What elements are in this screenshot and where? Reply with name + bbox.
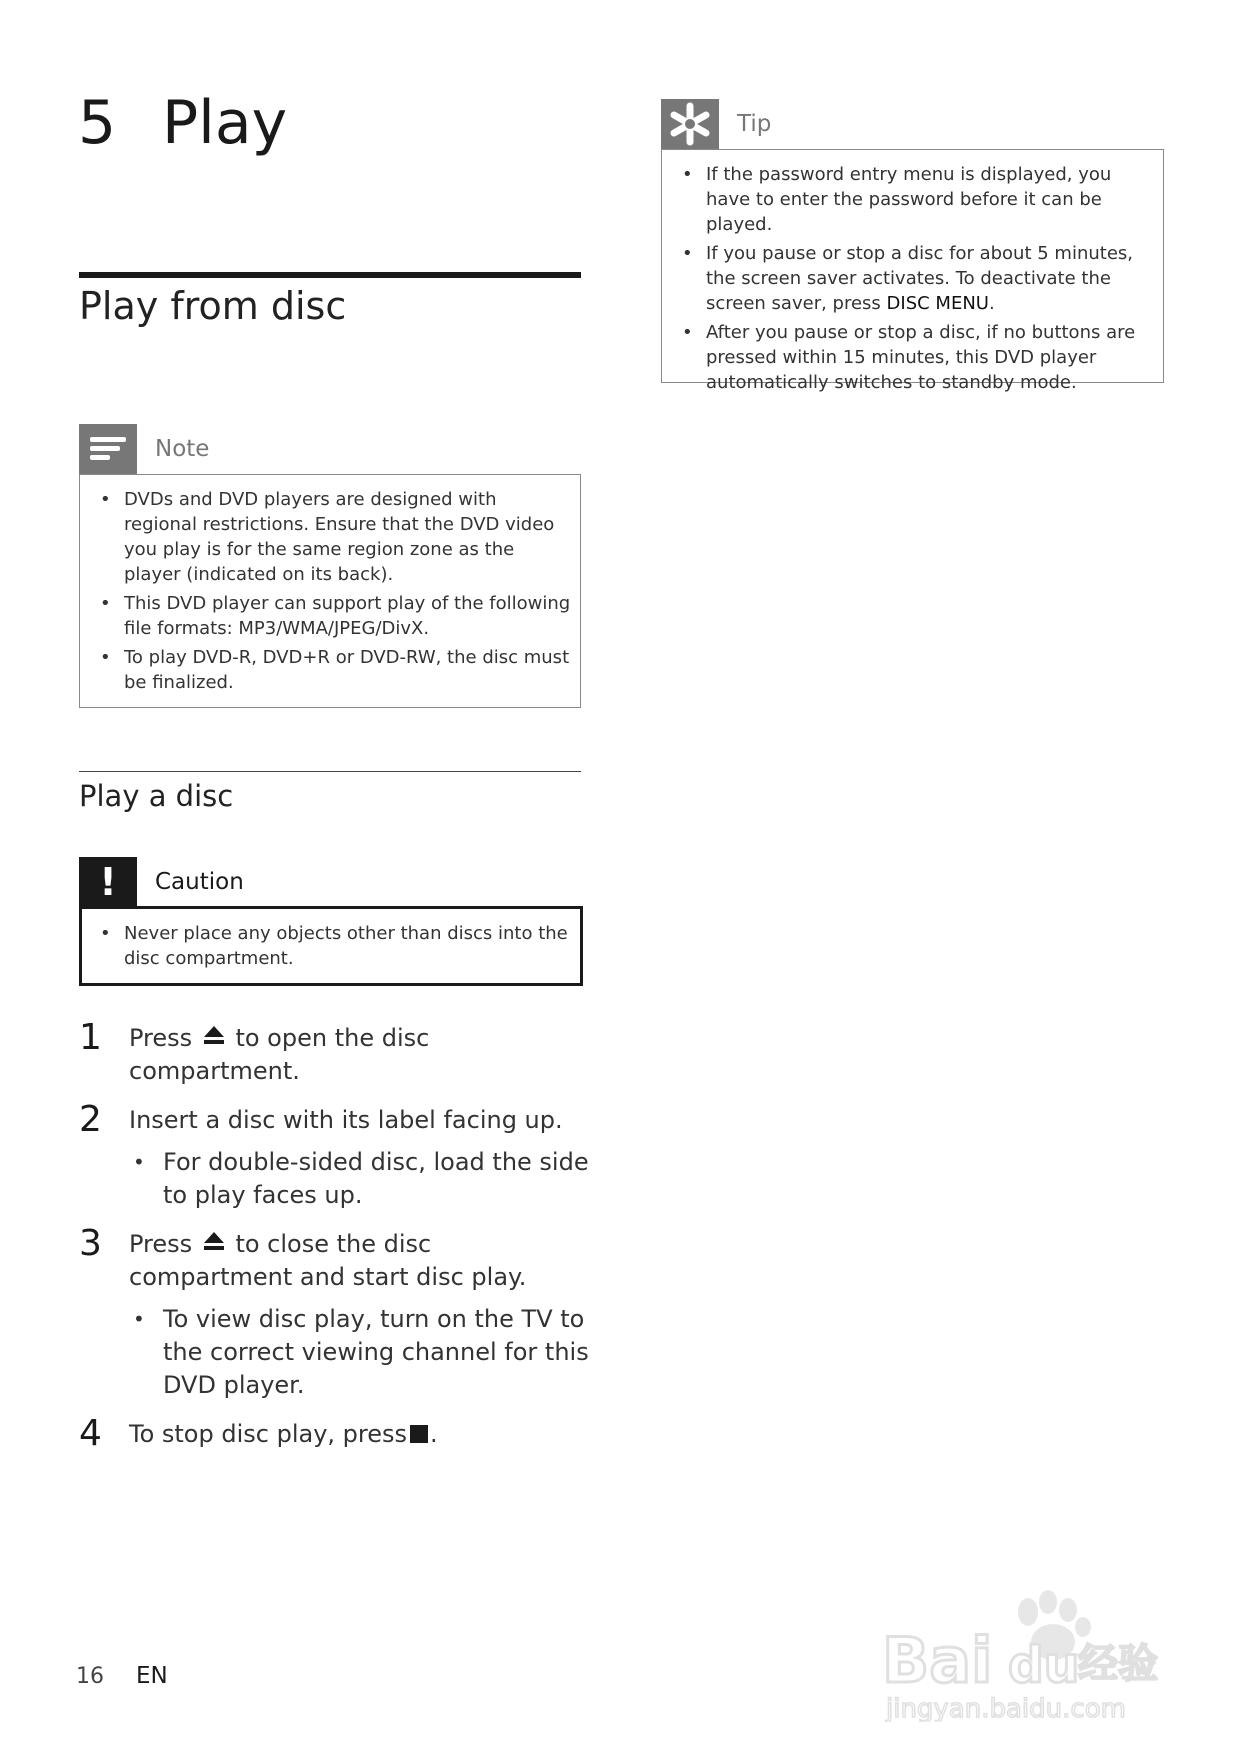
chapter-heading <box>78 88 287 158</box>
step-number: 3 <box>79 1223 102 1264</box>
step-text-before: Press <box>129 1024 193 1052</box>
steps-list <box>79 1017 589 1467</box>
asterisk-icon <box>661 99 719 149</box>
section-divider <box>79 272 581 278</box>
step-4 <box>79 1413 589 1454</box>
step-text-before: Press <box>129 1230 193 1258</box>
step-text: Insert a disc with its label facing up. <box>129 1106 563 1134</box>
note-header <box>79 424 581 474</box>
caution-body <box>79 906 583 986</box>
stop-icon <box>410 1425 428 1443</box>
note-list <box>88 487 572 695</box>
tip-item: • If the password entry menu is displayed, you have to enter the password before it can be played. <box>670 162 1155 237</box>
subsection-title: Play a disc <box>79 779 234 813</box>
baidu-watermark-logo <box>878 1572 1178 1722</box>
chapter-title: Play <box>162 88 288 158</box>
step-subnote: • To view disc play, turn on the TV to the correct viewing channel for this DVD player. <box>129 1303 589 1402</box>
tip-item-suffix: . <box>988 293 995 314</box>
tip-item-text: If you pause or stop a disc for about 5 minutes, the screen saver activates. To deactivate the screen saver, press <box>706 243 1133 314</box>
svg-text:经验: 经验 <box>1078 1641 1158 1687</box>
caution-header <box>79 857 583 907</box>
caution-title: Caution <box>155 869 244 895</box>
svg-text:jingyan.baidu.com: jingyan.baidu.com <box>886 1694 1126 1722</box>
step-subnote: • For double-sided disc, load the side to play faces up. <box>129 1146 589 1212</box>
step-text-before: To stop disc play, press <box>129 1420 408 1448</box>
section-title: Play from disc <box>79 284 347 328</box>
eject-icon <box>203 1228 225 1261</box>
step-number: 4 <box>79 1413 102 1454</box>
note-item: • This DVD player can support play of the following file formats: MP3/WMA/JPEG/DivX. <box>88 591 572 641</box>
step-text-after: to close the disc compartment and start disc play. <box>129 1230 527 1291</box>
subsection-divider <box>79 771 581 772</box>
tip-title: Tip <box>737 111 772 137</box>
step-3 <box>79 1223 589 1402</box>
step-text-after: to open the disc compartment. <box>129 1024 430 1085</box>
chapter-number: 5 <box>78 88 117 158</box>
step-number: 2 <box>79 1099 102 1140</box>
tip-list <box>670 162 1155 395</box>
disc-menu-key: DISC MENU <box>886 293 989 314</box>
eject-icon <box>203 1022 225 1055</box>
caution-list <box>88 921 574 971</box>
page-number: 16 <box>76 1664 104 1689</box>
step-text-after: . <box>430 1420 438 1448</box>
note-body <box>79 474 581 708</box>
step-2 <box>79 1099 589 1212</box>
page-language: EN <box>136 1663 168 1689</box>
note-title: Note <box>155 436 210 462</box>
note-item: • To play DVD-R, DVD+R or DVD-RW, the disc must be finalized. <box>88 645 572 695</box>
step-1 <box>79 1017 589 1088</box>
tip-body <box>661 149 1164 393</box>
note-icon <box>79 424 137 474</box>
exclamation-icon: ! <box>79 857 137 907</box>
tip-item <box>670 241 1155 316</box>
tip-item: • After you pause or stop a disc, if no buttons are pressed within 15 minutes, this DVD player automatically switches to standby mode. <box>670 320 1155 395</box>
caution-item: • Never place any objects other than discs into the disc compartment. <box>88 921 574 971</box>
step-number: 1 <box>79 1017 102 1058</box>
tip-header <box>661 99 1164 149</box>
svg-text:du: du <box>1008 1636 1080 1694</box>
note-item: • DVDs and DVD players are designed with regional restrictions. Ensure that the DVD video you play is for the same region zone as the player (indicated on its back). <box>88 487 572 587</box>
svg-text:Bai: Bai <box>882 1624 993 1697</box>
